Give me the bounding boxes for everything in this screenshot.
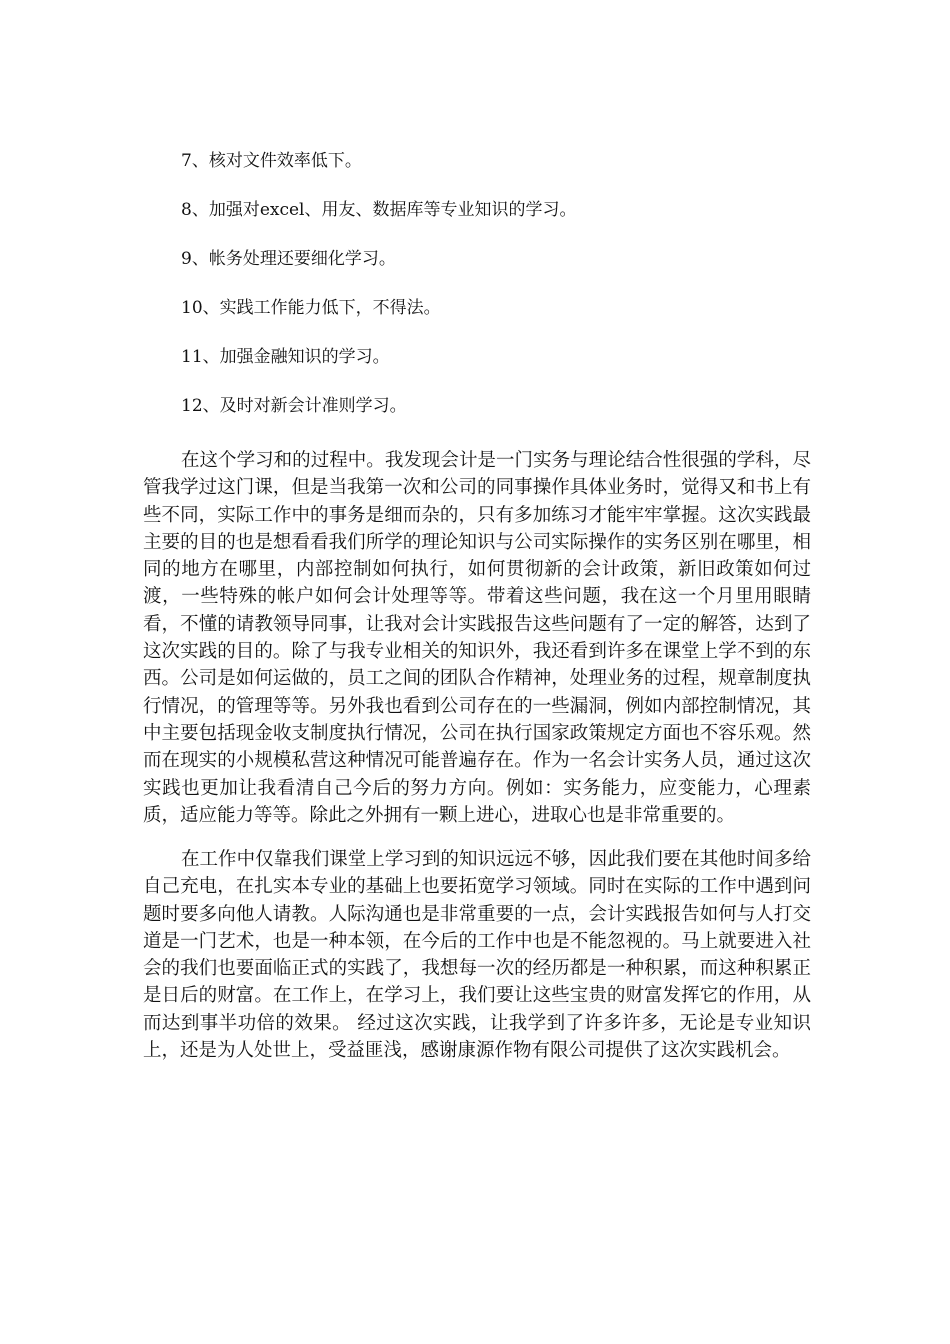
list-item-8: 8、加强对excel、用友、数据库等专业知识的学习。 — [181, 200, 577, 220]
list-item-7: 7、核对文件效率低下。 — [181, 151, 362, 171]
numbered-list — [181, 147, 821, 441]
body-paragraph-1: 在这个学习和的过程中。我发现会计是一门实务与理论结合性很强的学科，尽管我学过这门课，但是当我第一次和公司的同事操作具体业务时，觉得又和书上有些不同，实际工作中的事务是细而杂的，只有多加练习才能牢牢掌握。这次实践最主要的目的也是想看看我们所学的理论知识与公司实际操作的实务区别在哪里，相同的地方在哪里，内部控制如何执行，如何贯彻新的会计政策，新旧政策如何过渡，一些特殊的帐户如何会计处理等等。带着这些问题，我在这一个月里用眼睛看，不懂的请教领导同事，让我对会计实践报告这些问题有了一定的解答，达到了这次实践的目的。除了与我专业相关的知识外，我还看到许多在课堂上学不到的东西。公司是如何运做的，员工之间的团队合作精神，处理业务的过程，规章制度执行情况，的管理等等。另外我也看到公司存在的一些漏洞，例如内部控制情况，其中主要包括现金收支制度执行情况，公司在执行国家政策规定方面也不容乐观。然而在现实的小规模私营这种情况可能普遍存在。作为一名会计实务人员，通过这次实践也更加让我看清自己今后的努力方向。例如：实务能力，应变能力，心理素质，适应能力等等。除此之外拥有一颗上进心，进取心也是非常重要的。 — [143, 450, 811, 826]
list-item-11: 11、加强金融知识的学习。 — [181, 347, 390, 367]
body-paragraph-2: 在工作中仅靠我们课堂上学习到的知识远远不够，因此我们要在其他时间多给自己充电，在扎实本专业的基础上也要拓宽学习领域。同时在实际的工作中遇到问题时要多向他人请教。人际沟通也是非常重要的一点，会计实践报告如何与人打交道是一门艺术，也是一种本领，在今后的工作中也是不能忽视的。马上就要进入社会的我们也要面临正式的实践了，我想每一次的经历都是一种积累，而这种积累正是日后的财富。在工作上，在学习上，我们要让这些宝贵的财富发挥它的作用，从而达到事半功倍的效果。 经过这次实践，让我学到了许多许多，无论是专业知识上，还是为人处世上，受益匪浅，感谢康源作物有限公司提供了这次实践机会。 — [143, 849, 811, 1062]
list-item-10: 10、实践工作能力低下，不得法。 — [181, 298, 441, 318]
list-item-9: 9、帐务处理还要细化学习。 — [181, 249, 396, 269]
list-item-12: 12、及时对新会计准则学习。 — [181, 396, 407, 416]
